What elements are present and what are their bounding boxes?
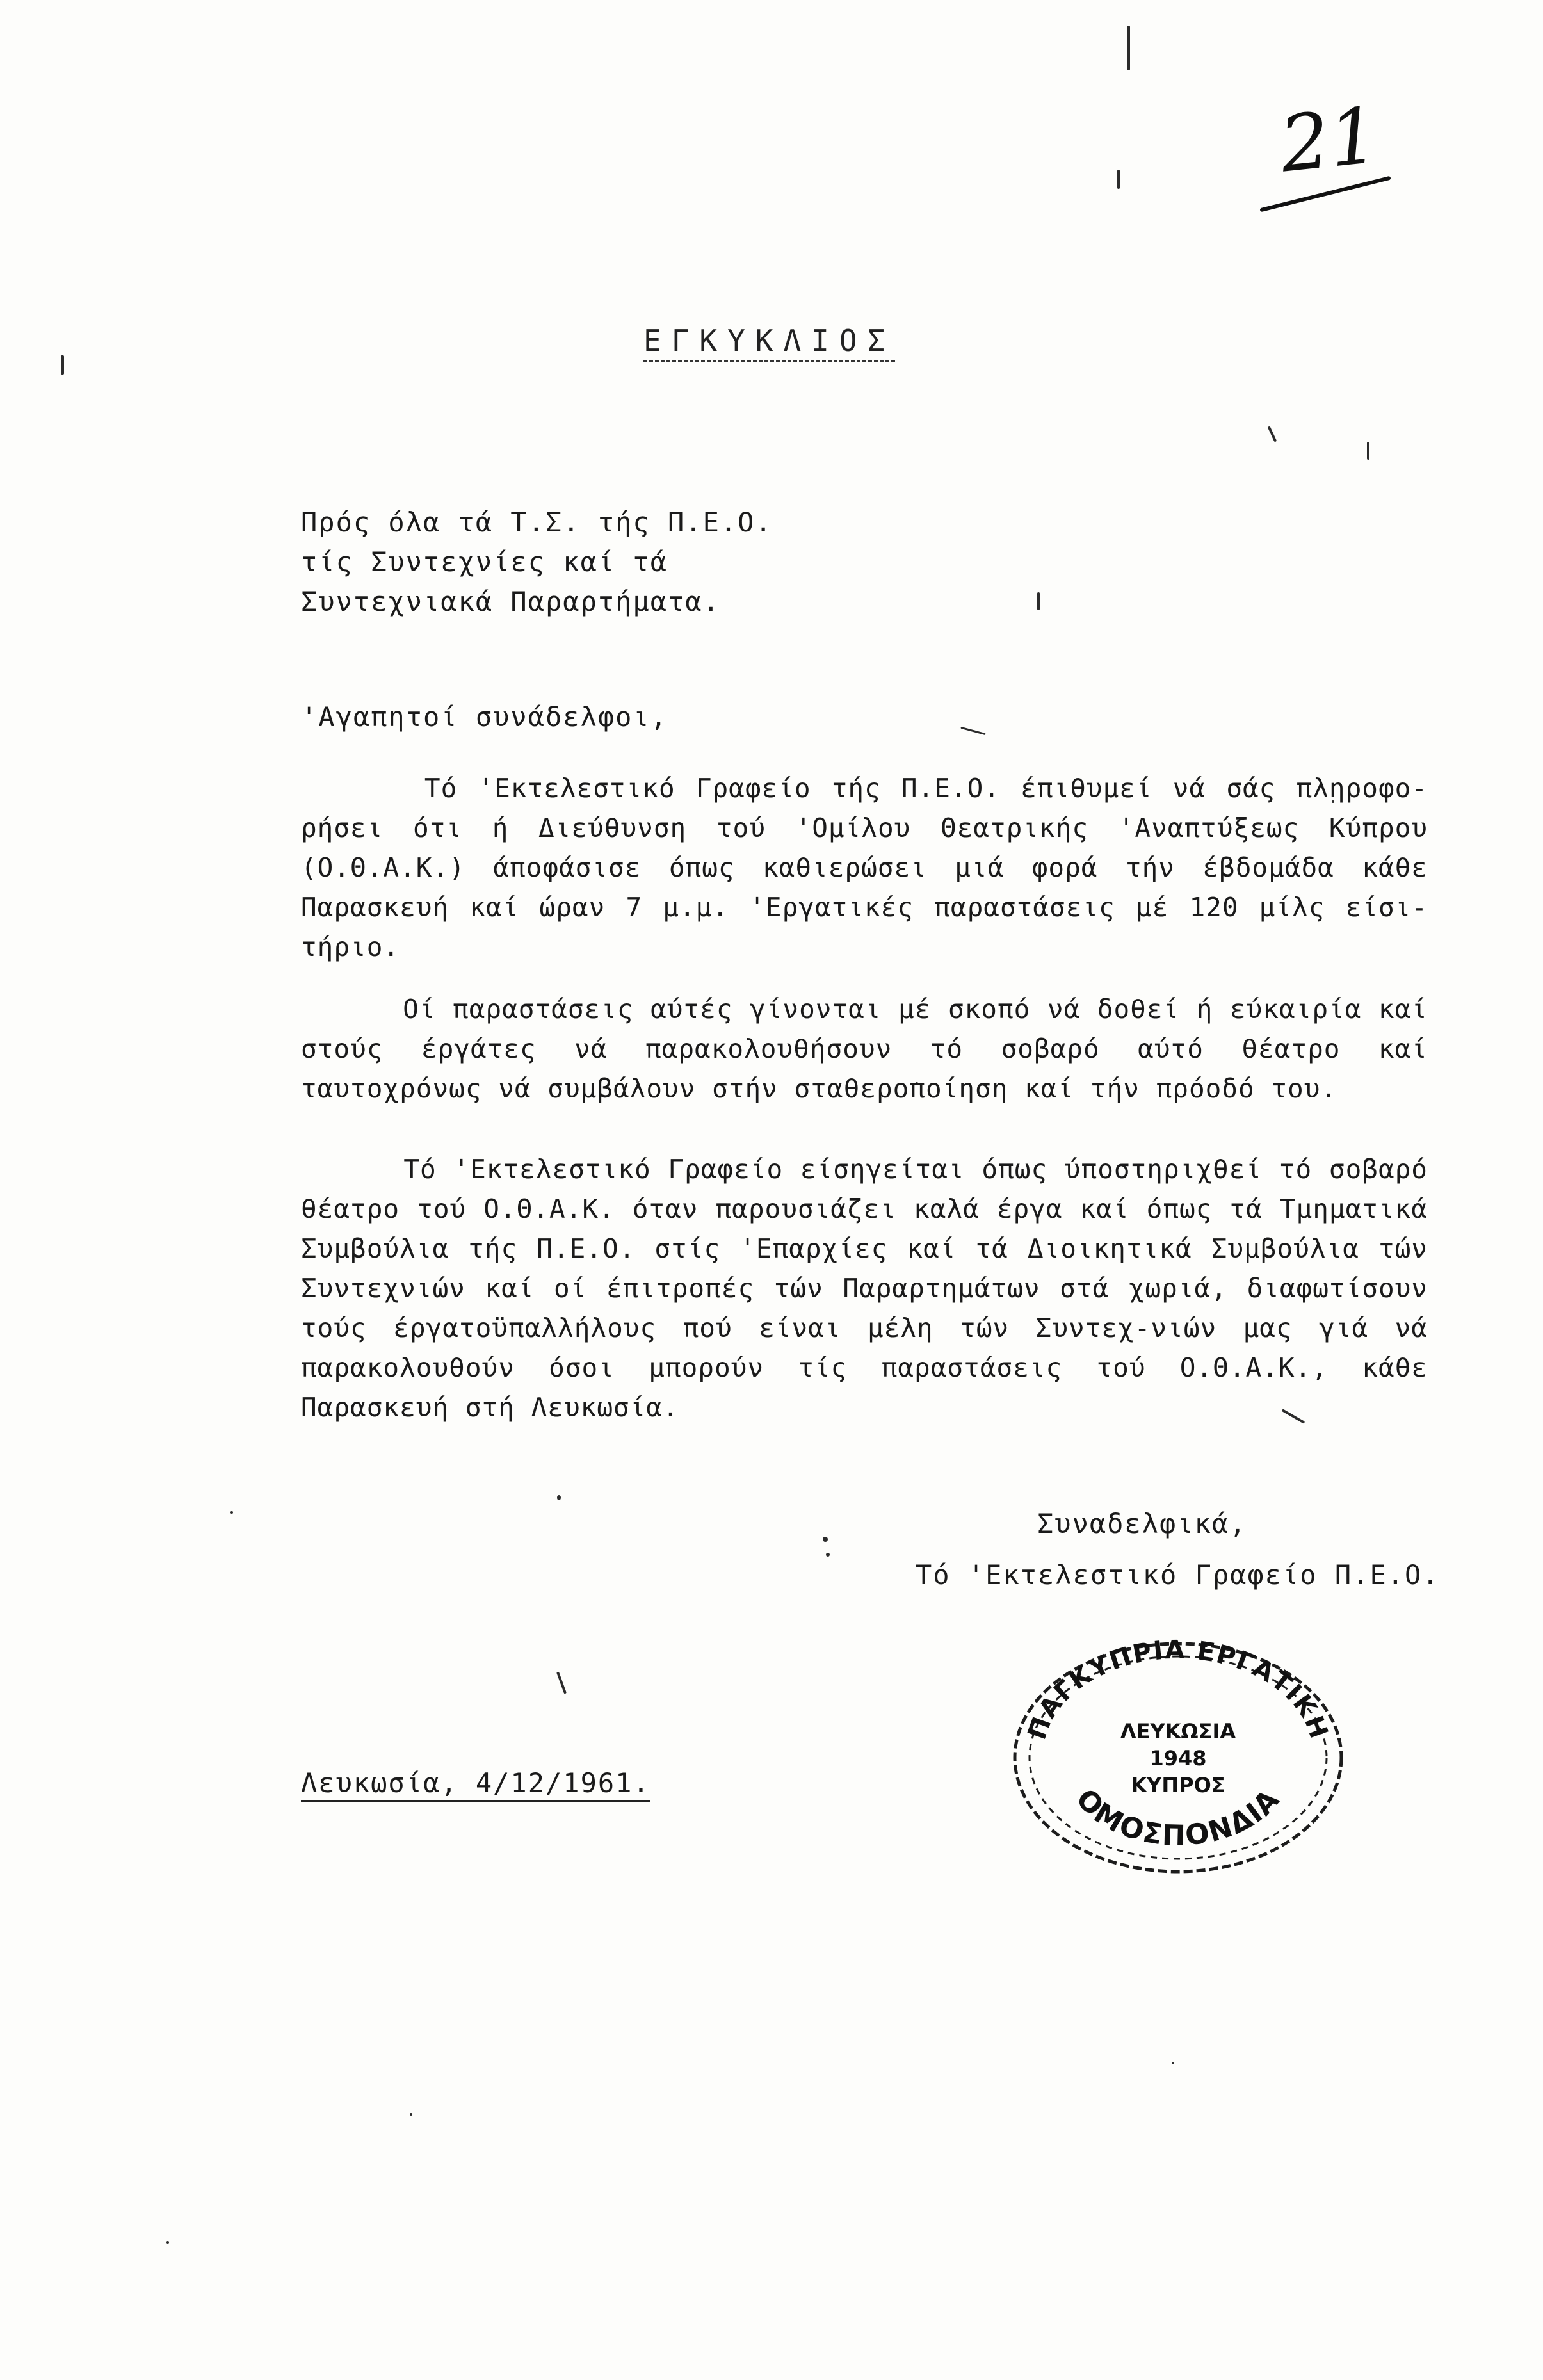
stamp-year: 1948 xyxy=(1149,1746,1207,1770)
scan-speck xyxy=(556,1671,567,1694)
scan-speck xyxy=(1172,2062,1174,2064)
body-paragraph: Οί παραστάσεις αύτές γίνονται μέ σκοπό νά δοθεί ή εύκαιρία καί στούς έργάτες νά παρακολουθήσουν τό σοβαρό αύτό θέατρο καί ταυτοχρόνως νά συμβάλουν στήν σταθεροποίηση καί τήν πρόοδό του. xyxy=(301,994,1444,1104)
scan-speck xyxy=(823,1537,828,1542)
scan-speck xyxy=(557,1495,561,1500)
page-number: 21 xyxy=(1276,91,1383,190)
stamp-city: ΛΕΥΚΩΣΙΑ xyxy=(1120,1719,1236,1744)
scan-speck xyxy=(61,355,64,375)
addressee-line: Πρός όλα τά Τ.Σ. τής Π.Ε.Ο. xyxy=(301,506,773,538)
stamp-top-text: ΠΑΓΚΥΠΡΙΑ ΕΡΓΑΤΙΚΗ xyxy=(1022,1635,1334,1744)
signatory: Τό 'Εκτελεστικό Γραφείο Π.Ε.Ο. xyxy=(916,1559,1440,1591)
stamp-country: ΚΥΠΡΟΣ xyxy=(1131,1773,1225,1797)
stamp-bottom-text: ΟΜΟΣΠΟΝΔΙΑ xyxy=(1069,1782,1287,1852)
document-date: Λευκωσία, 4/12/1961. xyxy=(301,1767,650,1802)
document-title: ΕΓΚΥΚΛΙΟΣ xyxy=(643,323,895,362)
federation-stamp xyxy=(999,1626,1357,1882)
closing: Συναδελφικά, xyxy=(1037,1508,1247,1539)
body-paragraph: Τό 'Εκτελεστικό Γραφείο είσηγείται όπως ύποστηριχθεί τό σοβαρό θέατρο τού Ο.Θ.Α.Κ. όταν παρουσιάζει καλά έργα καί όπως τά Τμηματικά Συμβούλια τής Π.Ε.Ο. στίς 'Επαρχίες καί τά Διοικητικά Συμβούλια τών Συντεχνιών καί οί έπιτροπές τών Παραρτημάτων στά χωριά, διαφωτίσουν τούς έργατοϋπαλλήλους πού είναι μέλη τών Συντεχ-νιών μας γιά νά παρακολουθούν όσοι μπορούν τίς παραστάσεις τού Ο.Θ.Α.Κ., κάθε Παρασκευή στή Λευκωσία. xyxy=(301,1154,1444,1423)
addressee-line: τίς Συντεχνίες καί τά xyxy=(301,546,668,578)
scan-speck xyxy=(230,1511,233,1514)
scan-speck xyxy=(960,727,985,735)
scan-speck xyxy=(1127,26,1130,70)
scan-speck xyxy=(166,2241,169,2244)
scan-speck xyxy=(410,2113,412,2116)
scan-speck xyxy=(1037,592,1040,610)
scan-speck xyxy=(1367,442,1369,460)
scan-speck xyxy=(826,1553,830,1557)
scan-speck xyxy=(1268,426,1277,442)
scan-speck xyxy=(1117,170,1120,189)
body-paragraph: Τό 'Εκτελεστικό Γραφείο τής Π.Ε.Ο. έπιθυμεί νά σάς πληροφο-ρήσει ότι ή Διεύθυνση τού 'Ομίλου Θεατρικής 'Αναπτύξεως Κύπρου (Ο.Θ.Α.Κ.) άποφάσισε όπως καθιερώσει μιά φορά τήν έβδομάδα κάθε Παρασκευή καί ώραν 7 μ.μ. 'Εργατικές παραστάσεις μέ 120 μίλς είσι-τήριο. xyxy=(301,773,1444,962)
addressee-block xyxy=(301,503,773,622)
salutation: 'Αγαπητοί συνάδελφοι, xyxy=(301,701,668,733)
addressee-line: Συντεχνιακά Παραρτήματα. xyxy=(301,586,720,617)
